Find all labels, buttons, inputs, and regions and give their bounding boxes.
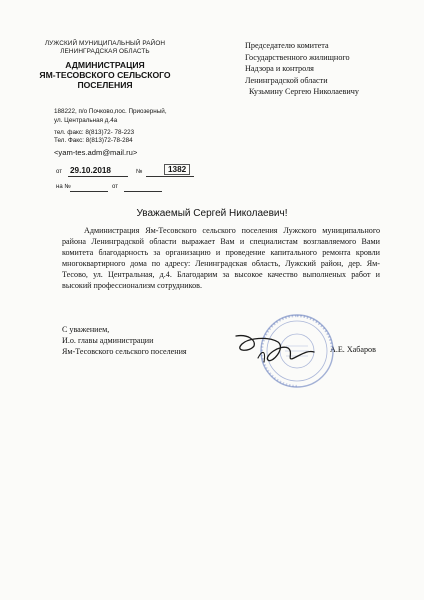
phone-fax: Тел. Факс: 8(813)72-78-284 [54, 137, 133, 145]
letter-number: 1382 [164, 164, 190, 175]
closing-block [62, 324, 187, 357]
district-name: ЛУЖСКИЙ МУНИЦИПАЛЬНЫЙ РАЙОН [44, 40, 166, 47]
number-underline [146, 176, 194, 177]
address-block [54, 108, 204, 146]
date-underline [68, 176, 128, 177]
signer-position: Ям-Тесовского сельского поселения [62, 347, 187, 356]
addressee-line: Кузьмину Сергею Николаевичу [249, 87, 359, 96]
signer-name: А.Е. Хабаров [330, 345, 376, 354]
signer-position: И.о. главы администрации [62, 336, 154, 345]
addressee-line: Государственного жилищного [245, 52, 350, 62]
salutation: Уважаемый Сергей Николаевич! [136, 208, 288, 219]
addressee-block [245, 40, 405, 98]
handwritten-signature [228, 330, 318, 370]
phone: тел. факс: 8(813)72- 78-223 [54, 128, 135, 136]
incoming-date-underline [124, 191, 162, 192]
addressee-line: Председателю комитета [245, 41, 329, 50]
letter-date: 29.10.2018 [70, 166, 111, 175]
address-line: ул. Центральная д.4а [54, 116, 118, 124]
date-label: от [56, 169, 62, 175]
addressee-line: Надзора и контроля [245, 64, 314, 73]
administration-name: АДМИНИСТРАЦИЯ ЯМ-ТЕСОВСКОГО СЕЛЬСКОГО ПОСЕЛЕНИЯ [39, 60, 171, 90]
incoming-number-label: на № [56, 184, 71, 190]
letter-body: Администрация Ям-Тесовского сельского поселения Лужского муниципального района Ленинградской области выражает Вам и специалистам возглавляемого Вами комитета благодарность за организацию и проведение капитального ремонта кровли многоквартирного дома по адресу: Ленинградская область, Лужский район, дер. Ям-Тесово, ул. Центральная, д.4. Благодарим за высокое качество выполненых работ и высокий профессионализм сотрудников. [62, 226, 380, 290]
letterhead [30, 40, 180, 90]
region-name: ЛЕНИНГРАДСКАЯ ОБЛАСТЬ [60, 48, 150, 55]
address-line: 188222, п/о Почково,пос. Приозерный, [54, 108, 167, 115]
incoming-number-underline [70, 191, 108, 192]
email-address: <yam-tes.adm@mail.ru> [54, 148, 138, 157]
regards: С уважением, [62, 325, 110, 334]
number-sign: № [136, 169, 143, 175]
incoming-date-label: от [112, 184, 118, 190]
addressee-line: Ленинградской области [245, 75, 328, 85]
